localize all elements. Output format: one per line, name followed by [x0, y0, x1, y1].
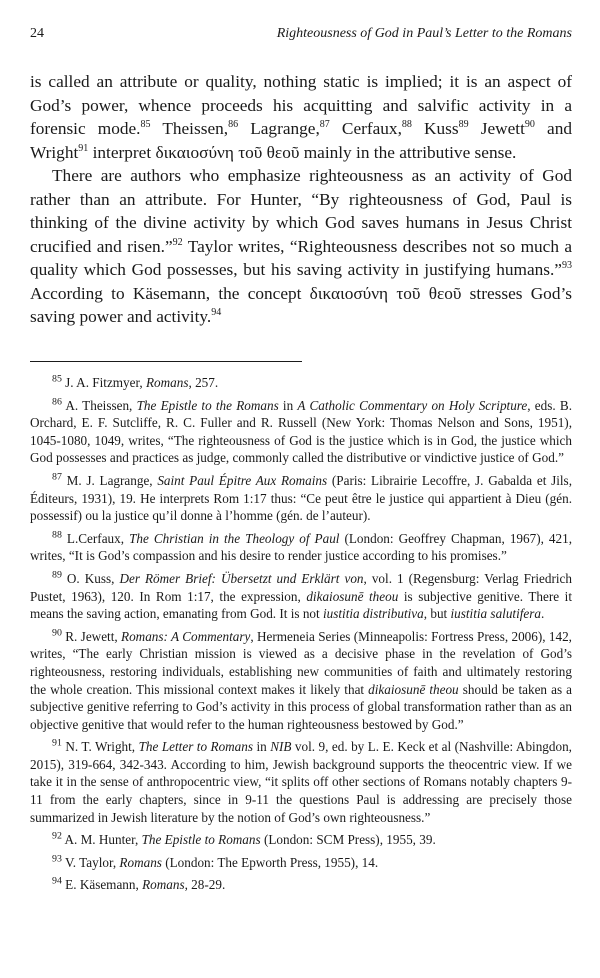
paragraph-1: is called an attribute or quality, nothing static is implied; it is an aspect of God’s power, whence proceeds his acquitting and salvific activity in a forensic mode.$^{85}$ Theissen,$^{86}$ Lagrange,$^{87}$ Cerfaux,$^{88}$ Kuss$^{89}$ Jewett$^{90}$ and Wright$^{91}$ interpret δικαιοσύνη τοῦ θεοῦ mainly in the attributive sense.: [30, 72, 572, 162]
footnote-divider: [30, 361, 302, 362]
footnote-ref-88: 88: [401, 119, 412, 131]
footnote-ref-85: 85: [140, 119, 151, 131]
running-title: Righteousness of God in Paul’s Letter to the Romans: [276, 26, 572, 41]
footnote-ref-89: 89: [458, 119, 469, 131]
footnote-89: $^{89}$ O. Kuss, Der Römer Brief: Übersetzt und Erklärt von, vol. 1 (Regensburg: Verlag Friedrich Pustet, 1963), 120. In Rom 1:17, the expression, dikaiosunē theou is subjective genitive. There it means the saving action, emanating from God. It is not iustitia distributiva, but iustitia salutifera.: [30, 569, 573, 622]
footnote-90: $^{90}$ R. Jewett, Romans: A Commentary, Hermeneia Series (Minneapolis: Fortress Press, 2006), 142, writes, “The early Christian mission is viewed as a decisive phase in the revelation of God’s righteousness, restoring individuals, establishing new communities of faith and ultimately restoring the whole creation. This missional context makes it likely that dikaiosunē theou should be taken as a subjective genitive referring to God’s activity in this process of global transformation rather than as an objective genitive that would refer to the human righteousness bestowed by God.”: [30, 627, 572, 732]
footnote-88: $^{88}$ L.Cerfaux, The Christian in the Theology of Paul (London: Geoffrey Chapman, 1967), 421, writes, “It is God’s compassion and his desire to render justice according to his promises.”: [30, 529, 572, 564]
footnote-ref-86: 86: [228, 119, 239, 131]
footnote-92: $^{92}$ A. M. Hunter, The Epistle to Romans (London: SCM Press), 1955, 39.: [52, 830, 436, 848]
footnote-91: $^{91}$ N. T. Wright, The Letter to Romans in NIB vol. 9, ed. by L. E. Keck et al (Nashville: Abingdon, 2015), 319-664, 342-343. According to him, Jewish background supports the theocentric view. If we take it in the sense of anthropocentric view, “it splits off other sections of Romans notably chapters 9-11 from the early chapters, since in 9-11 the questions Paul is addressing are precisely those summarized in Jewish literature by the notion of God’s own righteousness.”: [30, 737, 572, 825]
footnote-87: $^{87}$ M. J. Lagrange, Saint Paul Épitre Aux Romains (Paris: Librairie Lecoffre, J. Gabalda et Jils, Éditeurs, 1931), 19. He interprets Rom 1:17 thus: “Ce peut être le justice qui appartient à Dieu (gén. possessif) ou la justice qu’il donne à l’homme (gén. de l’auteur).: [30, 471, 572, 524]
paragraph-2: There are authors who emphasize righteousness as an activity of God rather than an attribute. For Hunter, “By righteousness of God, Paul is thinking of the divine activity by which God saves humans in Jesus Christ crucified and risen.”$^{92}$ Taylor writes, “Righteousness describes not so much a quality which God possesses, but his saving activity in justifying humans.”$^{93}$ According to Käsemann, the concept δικαιοσύνη τοῦ θεοῦ stresses God’s saving power and activity.$^{94}$: [30, 166, 572, 326]
footnote-93: $^{93}$ V. Taylor, Romans (London: The Epworth Press, 1955), 14.: [52, 853, 379, 870]
footnote-86: $^{86}$ A. Theissen, The Epistle to the Romans in A Catholic Commentary on Holy Scripture, eds. B. Orchard, E. F. Sutcliffe, R. C. Fuller and R. Russell (New York: Thomas Nelson and Sons, 1951), 1045-1080, 1049, writes, “The righteousness of God is the justice which is in God, the justice which God possesses and practices as judge, commonly called the distributive or vindictive justice of God.”: [30, 396, 572, 466]
running-header: [30, 26, 572, 46]
footnote-ref-87: 87: [319, 119, 330, 131]
page-number: 24: [30, 26, 44, 41]
footnote-ref-93: 93: [561, 260, 572, 272]
main-text: [30, 70, 572, 329]
footnote-ref-92: 92: [172, 236, 183, 248]
footnote-ref-91: 91: [78, 142, 89, 154]
footnote-ref-90: 90: [524, 119, 535, 131]
footnote-ref-94: 94: [211, 307, 222, 319]
footnotes: [30, 374, 572, 899]
footnote-94: $^{94}$ E. Käsemann, Romans, 28-29.: [52, 876, 226, 893]
footnote-85: $^{85}$ J. A. Fitzmyer, Romans, 257.: [52, 373, 219, 390]
